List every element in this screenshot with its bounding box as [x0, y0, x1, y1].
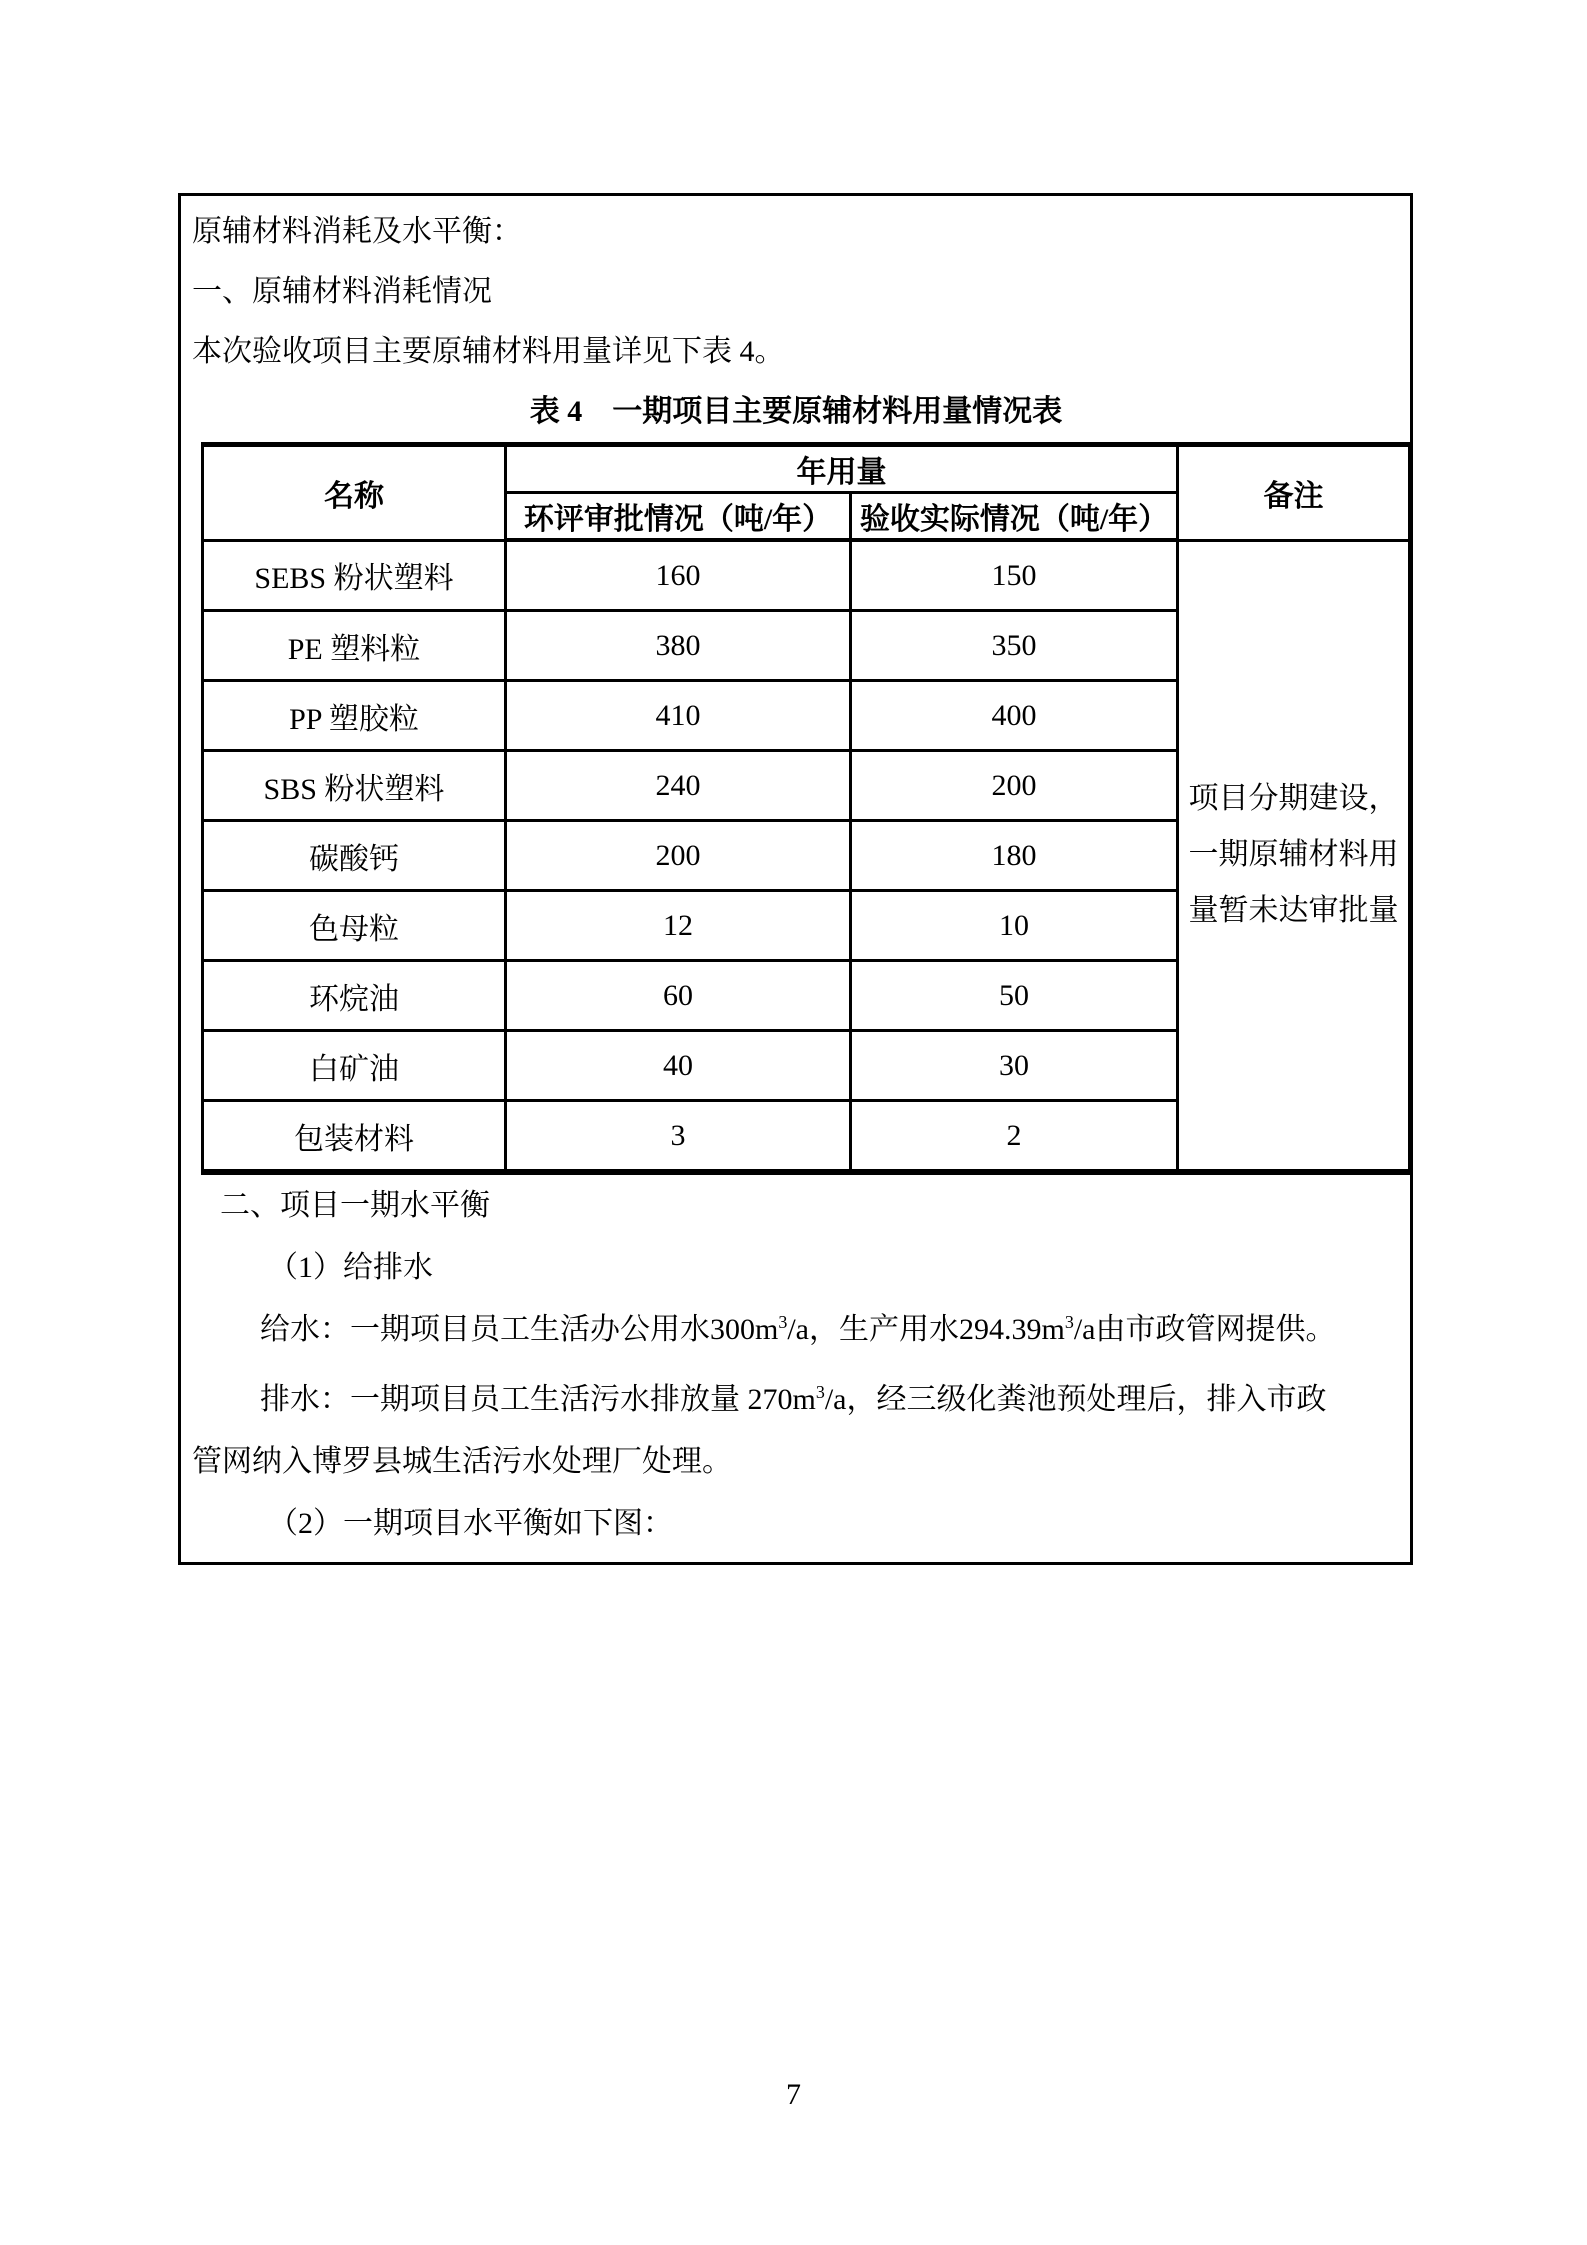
header-name: 名称 [203, 445, 506, 541]
material-name: PP 塑胶粒 [203, 681, 506, 751]
section2-title: 二、项目一期水平衡 [220, 1189, 490, 1222]
page-number: 7 [786, 2078, 801, 2111]
actual-value: 2 [851, 1101, 1178, 1173]
table-header-row-1 [203, 445, 1410, 493]
actual-value: 30 [851, 1031, 1178, 1101]
drainage-paragraph-line2: 管网纳入博罗县城生活污水处理厂处理。 [192, 1445, 732, 1478]
approved-value: 40 [506, 1031, 851, 1101]
approved-value: 3 [506, 1101, 851, 1173]
item1-water-supply-drainage: （1）给排水 [268, 1251, 433, 1284]
jishui-text-1: 给水：一期项目员工生活办公用水300m [260, 1313, 779, 1346]
remark-cell [1178, 540, 1410, 1172]
superscript-3: 3 [1064, 1312, 1074, 1332]
material-name: 碳酸钙 [203, 821, 506, 891]
header-remark: 备注 [1178, 445, 1410, 541]
material-name: SEBS 粉状塑料 [203, 540, 506, 611]
actual-value: 150 [851, 540, 1178, 611]
superscript-3: 3 [815, 1382, 825, 1402]
approved-value: 160 [506, 540, 851, 611]
table-row [203, 540, 1410, 611]
actual-value: 180 [851, 821, 1178, 891]
header-annual-usage: 年用量 [506, 445, 1178, 493]
water-supply-paragraph [192, 1299, 1400, 1361]
actual-value: 10 [851, 891, 1178, 961]
material-name: 环烷油 [203, 961, 506, 1031]
approved-value: 240 [506, 751, 851, 821]
material-name: SBS 粉状塑料 [203, 751, 506, 821]
actual-value: 50 [851, 961, 1178, 1031]
item2-water-balance-figure: （2）一期项目水平衡如下图： [268, 1507, 673, 1540]
material-name: 色母粒 [203, 891, 506, 961]
header-approved: 环评审批情况（吨/年） [506, 493, 851, 541]
approved-value: 410 [506, 681, 851, 751]
approved-value: 380 [506, 611, 851, 681]
intro-paragraph: 本次验收项目主要原辅材料用量详见下表 4。 [192, 335, 785, 368]
material-name: 包装材料 [203, 1101, 506, 1173]
material-name: PE 塑料粒 [203, 611, 506, 681]
actual-value: 200 [851, 751, 1178, 821]
approved-value: 200 [506, 821, 851, 891]
paishui-text-1: 排水：一期项目员工生活污水排放量 270m [260, 1383, 816, 1416]
jishui-text-2: /a，生产用水294.39m [787, 1313, 1065, 1346]
drainage-paragraph-line1 [192, 1369, 1400, 1431]
material-name: 白矿油 [203, 1031, 506, 1101]
doc-heading: 原辅材料消耗及水平衡： [192, 215, 522, 248]
actual-value: 400 [851, 681, 1178, 751]
approved-value: 12 [506, 891, 851, 961]
actual-value: 350 [851, 611, 1178, 681]
header-actual: 验收实际情况（吨/年） [851, 493, 1178, 541]
jishui-text-3: /a由市政管网提供。 [1073, 1313, 1336, 1346]
table-caption: 表 4 一期项目主要原辅材料用量情况表 [529, 395, 1063, 428]
materials-usage-table [201, 442, 1411, 1175]
approved-value: 60 [506, 961, 851, 1031]
section1-title: 一、原辅材料消耗情况 [192, 275, 492, 308]
paishui-text-2: /a，经三级化粪池预处理后，排入市政 [824, 1383, 1327, 1416]
remark-line: 量暂未达审批量 [1188, 894, 1399, 928]
content-border-box [178, 193, 1413, 1565]
remark-line: 一期原辅材料用 [1188, 838, 1399, 872]
superscript-3: 3 [778, 1312, 788, 1332]
remark-line: 项目分期建设， [1188, 782, 1399, 816]
